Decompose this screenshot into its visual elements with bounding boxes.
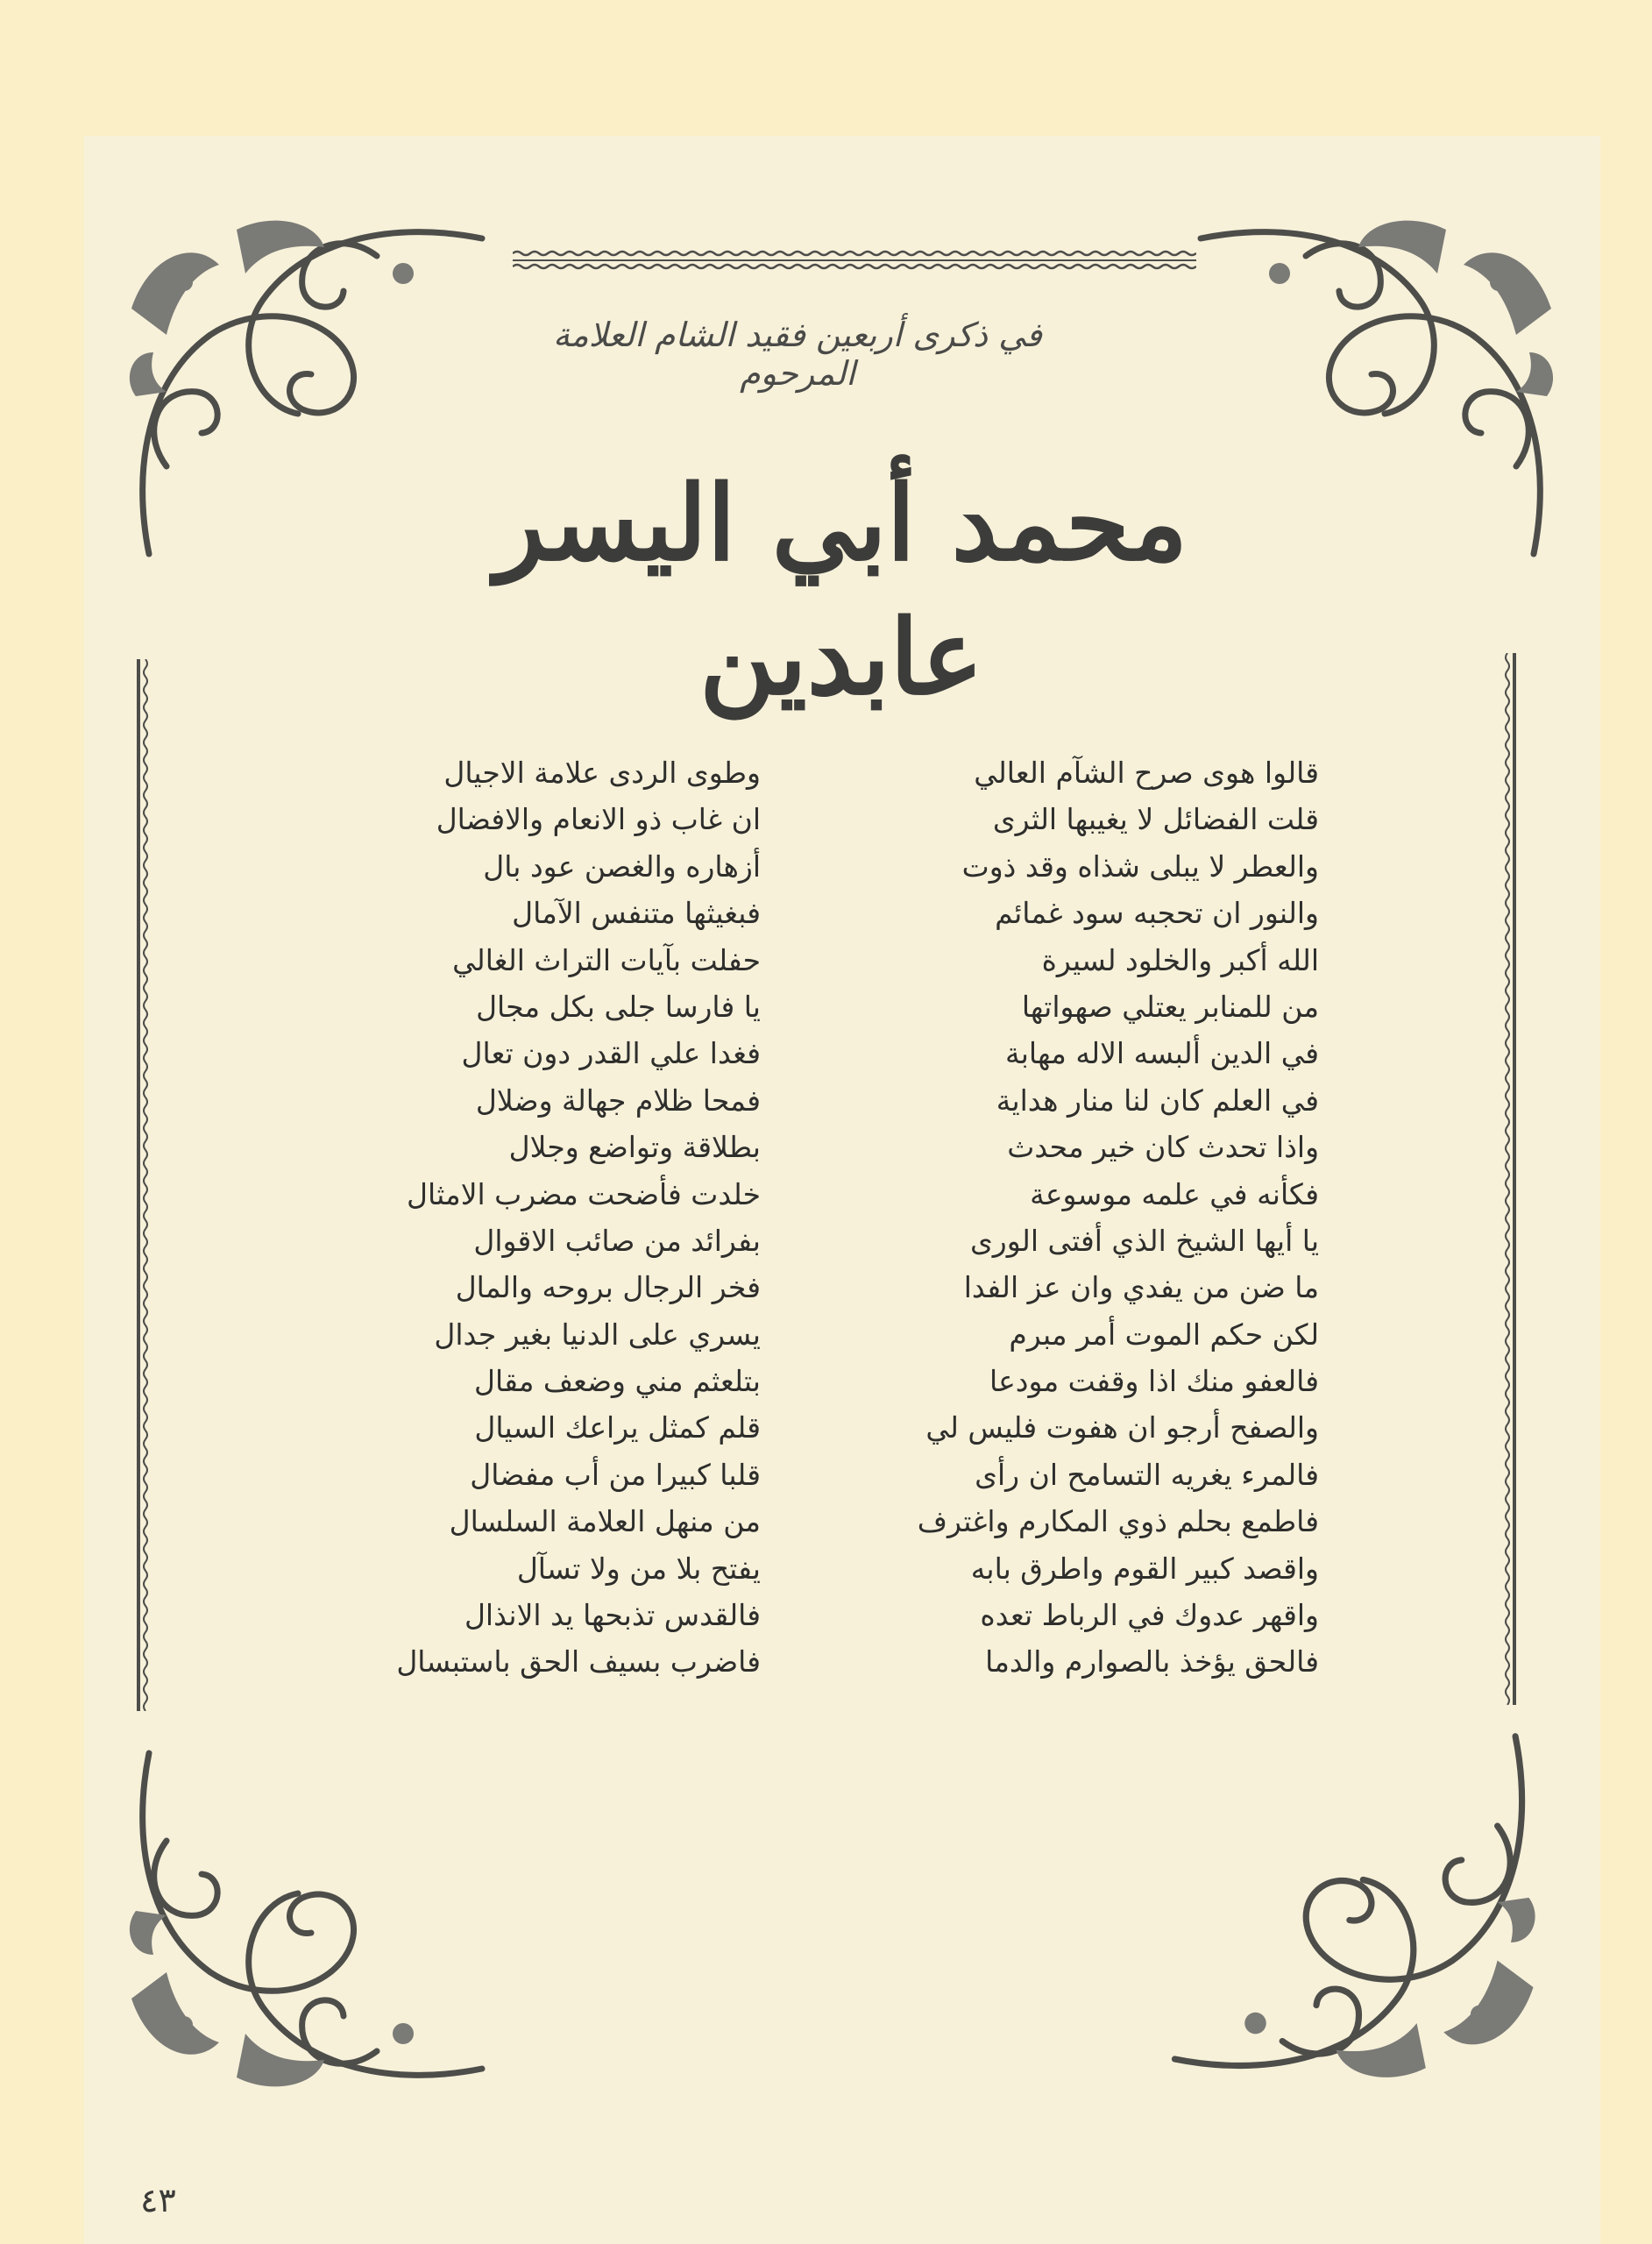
verse-line: بفرائد من صائب الاقوال (473, 1223, 761, 1258)
verse-line: فمحا ظلام جهالة وضلال (475, 1083, 761, 1118)
verse-line: قلم كمثل يراعك السيال (474, 1410, 761, 1445)
floral-scroll-icon (114, 203, 500, 572)
poem-right-column (876, 749, 1319, 1686)
verse-line: قلبا كبيرا من أب مفضال (470, 1457, 761, 1492)
subtitle: في ذكرى أربعين فقيد الشام العلامة المرحوم (553, 316, 1042, 393)
verse-line: فالحق يؤخذ بالصوارم والدما (985, 1644, 1319, 1679)
verse-line: والنور ان تحجبه سود غمائم (995, 896, 1319, 931)
verse-line: يا فارسا جلى بكل مجال (476, 989, 761, 1024)
verse-line: أزهاره والغصن عود بال (483, 849, 761, 884)
verse-line: قالوا هوى صرح الشآم العالي (974, 756, 1319, 790)
floral-scroll-icon (1157, 1705, 1551, 2099)
verse-line: ان غاب ذو الانعام والافضال (436, 802, 761, 837)
page-title: محمد أبي اليسر عابدين (494, 462, 1188, 719)
floral-scroll-icon (114, 1727, 500, 2104)
verse-line: فكأنه في علمه موسوعة (1030, 1176, 1319, 1211)
verse-line: في الدين ألبسه الاله مهابة (1005, 1036, 1319, 1071)
verse-line: قلت الفضائل لا يغيبها الثرى (992, 802, 1319, 837)
verse-line: بطلاقة وتواضع وجلال (508, 1130, 761, 1165)
verse-line: فاطمع بحلم ذوي المكارم واغترف (917, 1504, 1319, 1539)
verse-line: في العلم كان لنا منار هداية (996, 1083, 1319, 1118)
verse-line: واقهر عدوك في الرباط تعده (980, 1598, 1319, 1633)
verse-line: بتلعثم مني وضعف مقال (474, 1364, 761, 1399)
verse-line: ما ضن من يفدي وان عز الفدا (963, 1270, 1319, 1305)
verse-line: خلدت فأضحت مضرب الامثال (407, 1176, 761, 1211)
verse-line: فغدا علي القدر دون تعال (461, 1036, 761, 1071)
verse-line: الله أكبر والخلود لسيرة (1041, 942, 1319, 977)
verse-line: حفلت بآيات التراث الغالي (452, 942, 761, 977)
verse-line: يا أيها الشيخ الذي أفتى الورى (969, 1223, 1319, 1258)
verse-line: فبغيثها متنفس الآمال (512, 896, 761, 931)
verse-line: يفتح بلا من ولا تسآل (516, 1551, 761, 1586)
verse-line: من للمنابر يعتلي صهواتها (1021, 989, 1319, 1024)
verse-line: لكن حكم الموت أمر مبرم (1009, 1317, 1319, 1352)
top-wavy-rule (513, 248, 1196, 271)
verse-line: والصفح أرجو ان هفوت فليس لي (925, 1410, 1319, 1445)
verse-line: واقصد كبير القوم واطرق بابه (970, 1551, 1319, 1586)
verse-line: فالعفو منك اذا وقفت مودعا (989, 1364, 1319, 1399)
verse-line: والعطر لا يبلى شذاه وقد ذوت (961, 849, 1319, 884)
verse-line: وطوى الردى علامة الاجيال (443, 756, 761, 790)
poem-left-column (340, 749, 761, 1686)
verse-line: من منهل العلامة السلسال (449, 1504, 761, 1539)
verse-line: يسري على الدنيا بغير جدال (434, 1317, 761, 1352)
verse-line: فالقدس تذبحها يد الانذال (464, 1598, 761, 1633)
verse-line: فخر الرجال بروحه والمال (455, 1270, 761, 1305)
floral-scroll-icon (1183, 203, 1569, 572)
verse-line: واذا تحدث كان خير محدث (1007, 1130, 1319, 1165)
verse-line: فاضرب بسيف الحق باستبسال (396, 1644, 761, 1679)
verse-line: فالمرء يغريه التسامح ان رأى (975, 1457, 1319, 1492)
right-wavy-rule (1500, 653, 1520, 1705)
page-number: ٤٣ (140, 2181, 176, 2219)
left-wavy-rule (133, 659, 152, 1711)
